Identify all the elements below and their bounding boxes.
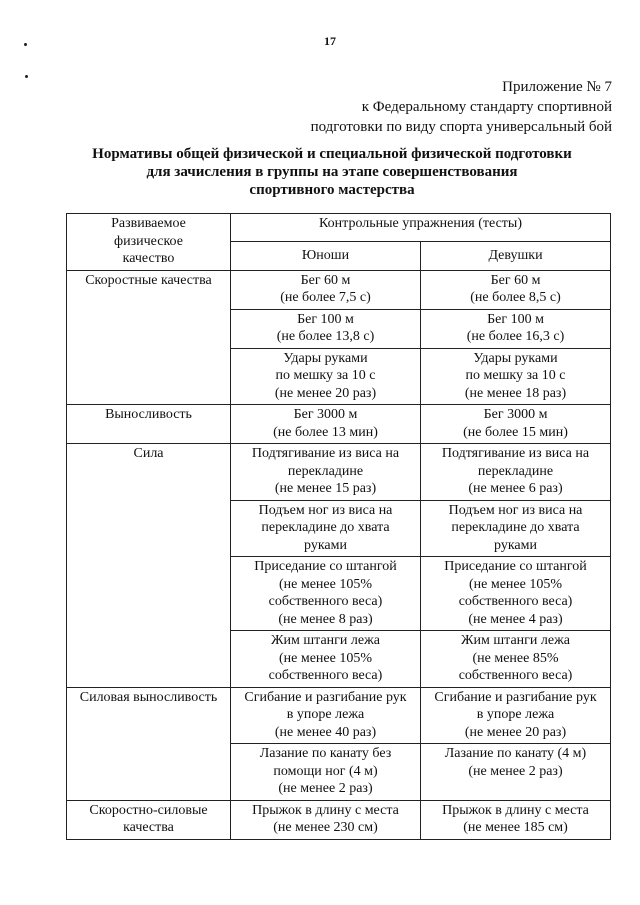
cell-line: (не менее 2 раз) xyxy=(468,763,563,779)
cell-line: (не менее 230 см) xyxy=(273,820,378,835)
girls-norm-cell xyxy=(421,348,611,405)
header-girls-cell: Девушки xyxy=(421,242,611,270)
quality-cell xyxy=(67,270,231,405)
cell-line: (не более 13,8 с) xyxy=(276,329,375,344)
cell-line: руками xyxy=(494,537,537,553)
cell-line: (не более 15 мин) xyxy=(463,424,568,440)
quality-cell xyxy=(67,800,231,839)
cell-line: (не менее 4 раз) xyxy=(468,611,563,627)
girls-norm-cell xyxy=(421,309,611,348)
cell-line: перекладине xyxy=(477,463,554,479)
cell-line: (не менее 105% xyxy=(278,576,373,592)
cell-line: (не более 16,3 с) xyxy=(466,329,565,344)
boys-norm-cell xyxy=(231,309,421,348)
cell-line: (не менее 85% xyxy=(472,650,559,666)
boys-norm-cell xyxy=(231,500,421,557)
cell-line: по мешку за 10 с xyxy=(465,368,566,383)
cell-line: Жим штанги лежа xyxy=(271,633,380,648)
girls-norm-cell xyxy=(421,557,611,631)
cell-line: (не менее 8 раз) xyxy=(278,611,373,627)
scan-speck xyxy=(25,75,28,78)
page-number: 17 xyxy=(324,34,336,48)
girls-norm-cell xyxy=(421,270,611,309)
cell-line: Приседание со штангой xyxy=(254,559,397,574)
boys-norm-cell xyxy=(231,687,421,744)
table-row xyxy=(67,270,611,309)
cell-line: перекладине до хвата xyxy=(261,520,390,535)
cell-line: руками xyxy=(304,537,347,553)
cell-line: (не менее 185 см) xyxy=(463,820,568,835)
cell-line: (не менее 40 раз) xyxy=(274,724,377,740)
cell-line: качество xyxy=(122,251,175,266)
cell-line: Сгибание и разгибание рук xyxy=(434,689,597,705)
boys-norm-cell xyxy=(231,348,421,405)
title-line: Нормативы общей физической и специальной физической подготовки xyxy=(92,146,572,162)
cell-line: Выносливость xyxy=(105,407,192,422)
cell-line: (не более 8,5 с) xyxy=(470,290,561,305)
cell-line: Удары руками xyxy=(473,350,558,366)
appendix-line: к Федеральному стандарту спортивной xyxy=(361,99,612,115)
cell-line: Подъем ног из виса на xyxy=(448,502,583,518)
table-row xyxy=(67,444,611,501)
boys-norm-cell xyxy=(231,444,421,501)
cell-line: Бег 60 м xyxy=(490,272,541,288)
cell-line: Скоростно-силовые xyxy=(89,802,208,818)
cell-line: (не менее 15 раз) xyxy=(274,481,377,496)
cell-line: (не менее 105% xyxy=(468,576,563,592)
cell-line: (не менее 105% xyxy=(278,650,373,666)
cell-line: Прыжок в длину с места xyxy=(442,802,589,818)
cell-line: Бег 100 м xyxy=(297,311,354,327)
cell-line: Сила xyxy=(133,446,164,461)
table-row xyxy=(67,800,611,839)
girls-norm-cell xyxy=(421,500,611,557)
girls-norm-cell xyxy=(421,800,611,839)
cell-line: (не менее 6 раз) xyxy=(468,481,563,496)
cell-line: качества xyxy=(123,820,174,835)
cell-line: Бег 100 м xyxy=(487,311,544,327)
girls-norm-cell xyxy=(421,405,611,444)
cell-line: по мешку за 10 с xyxy=(275,368,376,383)
title-line: спортивного мастерства xyxy=(249,182,415,198)
cell-line: (не менее 20 раз) xyxy=(274,385,377,401)
cell-line: Удары руками xyxy=(283,350,368,366)
girls-norm-cell xyxy=(421,687,611,744)
quality-cell xyxy=(67,444,231,688)
cell-line: Подтягивание из виса на xyxy=(251,446,400,461)
boys-norm-cell xyxy=(231,744,421,801)
cell-line: собственного веса) xyxy=(458,668,573,683)
header-tests-cell: Контрольные упражнения (тесты) xyxy=(231,214,611,242)
cell-line: Скоростные качества xyxy=(85,272,212,288)
cell-line: физическое xyxy=(114,233,183,249)
cell-line: Приседание со штангой xyxy=(444,559,587,574)
cell-line: (не менее 18 раз) xyxy=(464,385,567,401)
cell-line: Силовая выносливость xyxy=(79,689,218,705)
boys-norm-cell xyxy=(231,405,421,444)
girls-norm-cell xyxy=(421,744,611,801)
title-line: для зачисления в группы на этапе совершенствования xyxy=(146,164,518,180)
cell-line: Подтягивание из виса на xyxy=(441,446,590,461)
girls-norm-cell xyxy=(421,631,611,688)
cell-line: помощи ног (4 м) xyxy=(273,763,378,779)
cell-line: в упоре лежа xyxy=(286,707,365,722)
cell-line: собственного веса) xyxy=(268,668,383,683)
cell-line: (не более 13 мин) xyxy=(273,424,378,440)
girls-norm-cell xyxy=(421,444,611,501)
quality-cell xyxy=(67,687,231,800)
boys-norm-cell xyxy=(231,800,421,839)
norms-table xyxy=(66,213,611,840)
appendix-note xyxy=(192,77,612,137)
norms-table-body xyxy=(67,214,611,840)
table-header-row xyxy=(67,214,611,242)
document-title xyxy=(40,145,624,199)
cell-line: Бег 60 м xyxy=(300,272,351,288)
boys-norm-cell xyxy=(231,270,421,309)
cell-line: в упоре лежа xyxy=(476,707,555,722)
cell-line: собственного веса) xyxy=(458,594,573,609)
cell-line: Бег 3000 м xyxy=(483,407,548,422)
appendix-line: Приложение № 7 xyxy=(502,79,612,95)
header-quality-cell xyxy=(67,214,231,271)
boys-norm-cell xyxy=(231,631,421,688)
cell-line: Бег 3000 м xyxy=(293,407,358,422)
cell-line: (не менее 2 раз) xyxy=(278,781,373,796)
cell-line: Жим штанги лежа xyxy=(461,633,570,648)
cell-line: перекладине xyxy=(287,463,364,479)
table-row xyxy=(67,687,611,744)
cell-line: Подъем ног из виса на xyxy=(258,502,393,518)
cell-line: (не более 7,5 с) xyxy=(280,290,371,305)
cell-line: перекладине до хвата xyxy=(451,520,580,535)
cell-line: (не менее 20 раз) xyxy=(464,724,567,740)
header-boys-cell: Юноши xyxy=(231,242,421,270)
boys-norm-cell xyxy=(231,557,421,631)
cell-line: Лазание по канату (4 м) xyxy=(444,746,587,761)
cell-line: собственного веса) xyxy=(268,594,383,609)
cell-line: Лазание по канату без xyxy=(259,746,392,761)
cell-line: Развиваемое xyxy=(111,216,186,231)
quality-cell xyxy=(67,405,231,444)
appendix-line: подготовки по виду спорта универсальный бой xyxy=(310,119,612,135)
cell-line: Сгибание и разгибание рук xyxy=(244,689,407,705)
table-row xyxy=(67,405,611,444)
cell-line: Прыжок в длину с места xyxy=(252,802,399,818)
